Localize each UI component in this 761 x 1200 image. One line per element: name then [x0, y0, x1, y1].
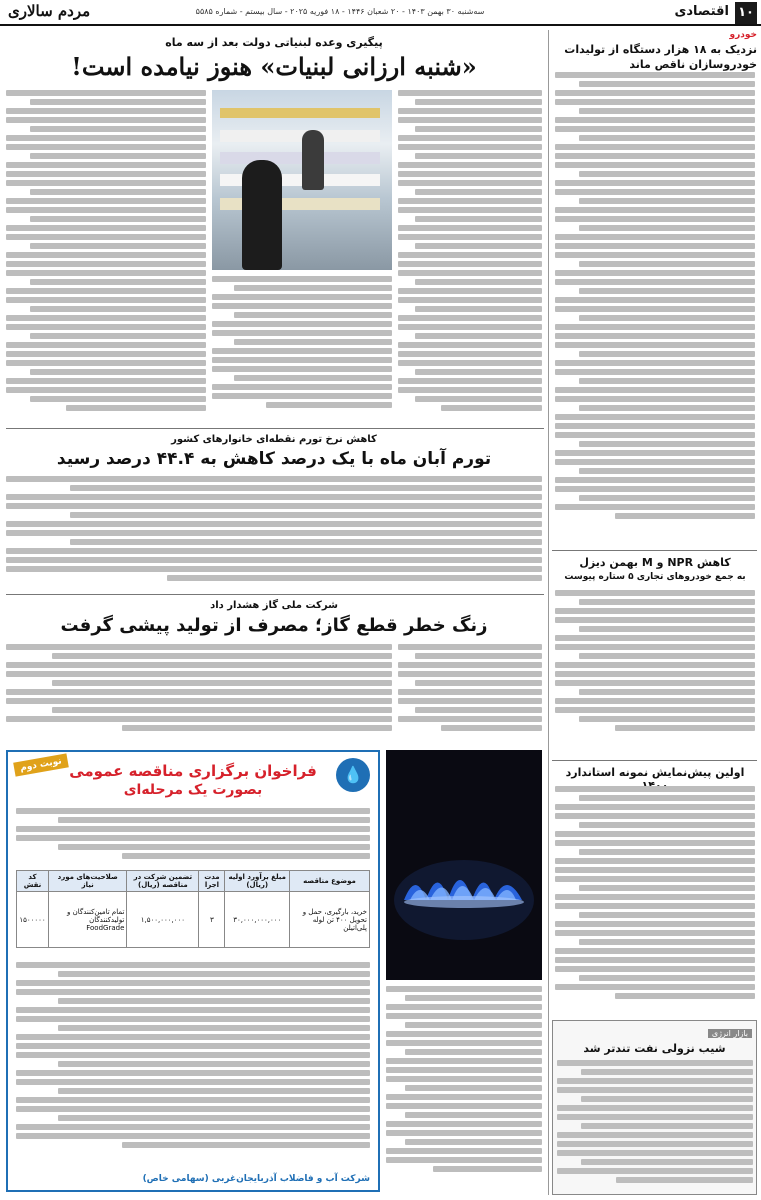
tender-subheadline: بصورت یک مرحله‌ای — [123, 782, 263, 798]
tender-intro-text — [16, 808, 370, 864]
right-box2-sub: به جمع خودروهای تجاری ۵ ستاره پیوست — [564, 572, 746, 582]
gas-headline: زنگ خطر قطع گاز؛ مصرف از تولید پیشی گرفت — [60, 615, 488, 636]
tender-cell-estimate: ۳۰,۰۰۰,۰۰۰,۰۰۰ — [225, 892, 290, 948]
tender-col-guarantee: تضمین شرکت در مناقصه (ریال) — [127, 871, 199, 892]
section-number-badge — [735, 2, 757, 24]
gas-text-top-left — [6, 644, 392, 744]
table-row — [17, 892, 370, 948]
tender-headline: فراخوان برگزاری مناقصه عمومی — [69, 762, 317, 780]
dairy-shop-photo — [212, 90, 392, 270]
inflation-kicker: کاهش نرخ تورم نقطه‌ای خانوارهای کشور — [171, 434, 377, 445]
top-story-headline: «شنبه ارزانی لبنیات» هنوز نیامده است! — [71, 52, 477, 81]
tender-table — [16, 870, 370, 948]
gas-text-right — [398, 644, 542, 744]
tender-col-estimate: مبلغ برآورد اولیه (ریال) — [225, 871, 290, 892]
tender-badge: نوبت دوم — [13, 753, 68, 776]
tender-col-qualification: صلاحیت‌های مورد نیاز — [48, 871, 126, 892]
right-box3-headline: اولین پیش‌نمایش نمونه استاندارد — [565, 766, 745, 779]
tender-conditions-text — [16, 962, 370, 1162]
right-headline: نزدیک به ۱۸ هزار دستگاه از تولیدات خودروسازان ناقص ماند — [564, 43, 757, 71]
inflation-headline: تورم آبان ماه با یک درصد کاهش به ۴۴.۴ درصد رسید — [56, 449, 492, 469]
gas-flame-photo — [386, 750, 542, 980]
right-box4-headline: شیب نزولی نفت تندتر شد — [583, 1042, 726, 1055]
right-kicker: خودرو — [729, 30, 757, 40]
tender-col-duration: مدت اجرا — [199, 871, 225, 892]
shopper-figure-2 — [302, 130, 324, 190]
top-story-kicker: پیگیری وعده لبنیاتی دولت بعد از سه ماه — [165, 36, 383, 49]
tender-cell-code: ۱۵۰۰۰۰۰ — [17, 892, 49, 948]
date-line: سه‌شنبه ۳۰ بهمن ۱۴۰۳ - ۲۰ شعبان ۱۴۴۶ - ۱۸ فوریه ۲۰۲۵ - سال بیستم - شماره ۵۵۸۵ — [195, 7, 485, 16]
tender-table-header — [17, 871, 370, 892]
tender-cell-duration: ۳ — [199, 892, 225, 948]
right-box2-headline: کاهش NPR و M بهمن دیزل — [579, 556, 731, 569]
newspaper-logo: مردم سالاری — [8, 2, 91, 20]
tender-cell-qualification: تمام تامین‌کنندگان و تولیدکنندگان FoodGrade — [48, 892, 126, 948]
gas-kicker: شرکت ملی گاز هشدار داد — [210, 600, 338, 611]
inflation-text — [6, 476, 542, 588]
tender-col-code: کد نقش — [17, 871, 49, 892]
gas-text-under-photo — [386, 986, 542, 1192]
right-box4-text — [557, 1060, 753, 1190]
right-box3-text — [555, 786, 755, 1016]
right-article-text — [555, 72, 755, 542]
right-box2-text — [555, 590, 755, 750]
masthead — [0, 0, 761, 26]
tender-ad — [6, 750, 380, 1192]
tender-cell-guarantee: ۱,۵۰۰,۰۰۰,۰۰۰ — [127, 892, 199, 948]
section-number: ۱۰ — [738, 5, 754, 20]
tender-footer: شرکت آب و فاضلاب آذربایجان‌غربی (سهامی خاص) — [142, 1174, 370, 1184]
tender-col-subject: موضوع مناقصه — [290, 871, 370, 892]
shopper-figure-1 — [242, 160, 282, 270]
tender-cell-subject: خرید، بارگیری، حمل و تحویل ۴۰۰ تن لوله پلی‌اتیلن — [290, 892, 370, 948]
water-company-logo: 💧 — [336, 758, 370, 792]
flame-graphic — [386, 750, 542, 980]
section-name: اقتصادی — [674, 4, 729, 19]
top-story-text-right — [398, 90, 542, 420]
right-box4-kicker: بازار انرژی — [708, 1029, 752, 1038]
top-story-text-left — [6, 90, 206, 420]
top-story-text-under-photo — [212, 276, 392, 420]
